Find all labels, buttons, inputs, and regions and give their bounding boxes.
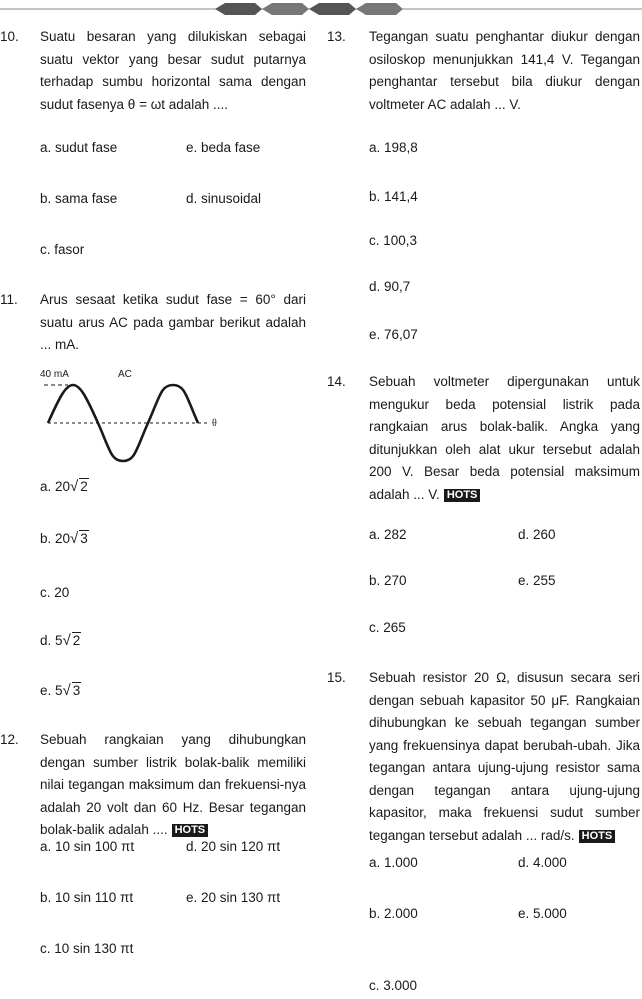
q12-option-c: c. 10 sin 130 πt	[40, 941, 134, 956]
question-15-text-block	[369, 667, 640, 847]
question-10-number: 10.	[0, 29, 19, 44]
question-11-text: Arus sesaat ketika sudut fase = 60° dari suatu arus AC pada gambar berikut adalah ... mA.	[40, 292, 306, 352]
hots-badge: HOTS	[579, 830, 616, 843]
q14-option-a: a. 282	[369, 527, 407, 542]
q15-option-e: e. 5.000	[518, 906, 567, 921]
q11-option-e: e. 5√ 3	[40, 682, 81, 699]
q11-option-a: a. 20√ 2	[40, 478, 88, 495]
question-12-text-block	[40, 729, 306, 842]
q15-option-c: c. 3.000	[369, 978, 418, 993]
q15-option-a: a. 1.000	[369, 855, 418, 870]
q13-option-c: c. 100,3	[369, 233, 418, 248]
q12-option-a: a. 10 sin 100 πt	[40, 839, 135, 854]
question-12-text: Sebuah rangkaian yang dihubungkan dengan sumber listrik bolak-balik memiliki nilai tegangan maksimum dan frekuensi-nya adalah 20 volt dan 60 Hz. Besar tegangan bolak-balik adalah ....	[40, 732, 306, 837]
q11-option-e-radicand: 3	[72, 683, 81, 698]
ac-sine-wave-graph	[40, 366, 230, 466]
question-12-number: 12.	[0, 732, 19, 747]
q11-option-b-radicand: 3	[80, 531, 88, 546]
q15-option-d: d. 4.000	[518, 855, 567, 870]
q14-option-e: e. 255	[518, 573, 556, 588]
question-15-text: Sebuah resistor 20 Ω, disusun secara seri dengan sebuah kapasitor 50 μF. Rangkaian dihubungkan ke sebuah tegangan sumber yang frekuensinya dapat berubah-ubah. Jika tegangan antara ujung-ujung resistor sama dengan tegangan antara ujung-ujung kapasitor, maka frekuensi sudut sumber tegangan tersebut adalah ... rad/s.	[369, 670, 640, 843]
hots-badge: HOTS	[172, 824, 209, 837]
question-14-number: 14.	[327, 374, 346, 389]
q13-option-e: e. 76,07	[369, 327, 418, 342]
graph-ac-label: AC	[118, 369, 132, 380]
q11-option-d: d. 5√ 2	[40, 632, 81, 649]
q11-option-a-radicand: 2	[80, 479, 88, 494]
q10-option-c: c. fasor	[40, 242, 85, 257]
q13-option-a: a. 198,8	[369, 140, 418, 155]
q14-option-c: c. 265	[369, 620, 406, 635]
q10-option-a: a. sudut fase	[40, 140, 118, 155]
q13-option-d: d. 90,7	[369, 279, 411, 294]
decorative-header-bar	[0, 0, 642, 16]
question-13-text: Tegangan suatu penghantar diukur dengan osiloskop menunjukkan 141,4 V. Tegangan penghantar tersebut bila diukur dengan voltmeter AC adalah ... V.	[369, 29, 640, 112]
question-13-number: 13.	[327, 29, 346, 44]
graph-amplitude-label: 40 mA	[40, 369, 69, 380]
question-11-number: 11.	[0, 292, 18, 307]
q10-option-e: e. beda fase	[186, 140, 261, 155]
q12-option-d: d. 20 sin 120 πt	[186, 839, 281, 854]
q12-option-e: e. 20 sin 130 πt	[186, 890, 281, 905]
q14-option-b: b. 270	[369, 573, 407, 588]
question-14-text: Sebuah voltmeter dipergunakan untuk mengukur beda potensial listrik pada rangkaian arus bolak-balik. Angka yang ditunjukkan oleh alat ukur tersebut adalah 200 V. Besar beda potensial maksimum adalah ... V.	[369, 374, 640, 502]
q14-option-d: d. 260	[518, 527, 556, 542]
question-10-text: Suatu besaran yang dilukiskan sebagai suatu vektor yang besar sudut putarnya terhadap sumbu horizontal sama dengan sudut fasenya θ = ωt adalah ....	[40, 29, 306, 112]
question-15-number: 15.	[327, 670, 346, 685]
q11-option-c: c. 20	[40, 585, 70, 600]
q10-option-b: b. sama fase	[40, 191, 118, 206]
q11-option-d-radicand: 2	[72, 633, 81, 648]
q12-option-b: b. 10 sin 110 πt	[40, 890, 134, 905]
question-14-text-block	[369, 371, 640, 506]
graph-theta-label: θ	[212, 418, 217, 429]
q11-option-b: b. 20√ 3	[40, 530, 88, 547]
q10-option-d: d. sinusoidal	[186, 191, 262, 206]
q13-option-b: b. 141,4	[369, 189, 418, 204]
q15-option-b: b. 2.000	[369, 906, 418, 921]
hots-badge: HOTS	[444, 489, 481, 502]
